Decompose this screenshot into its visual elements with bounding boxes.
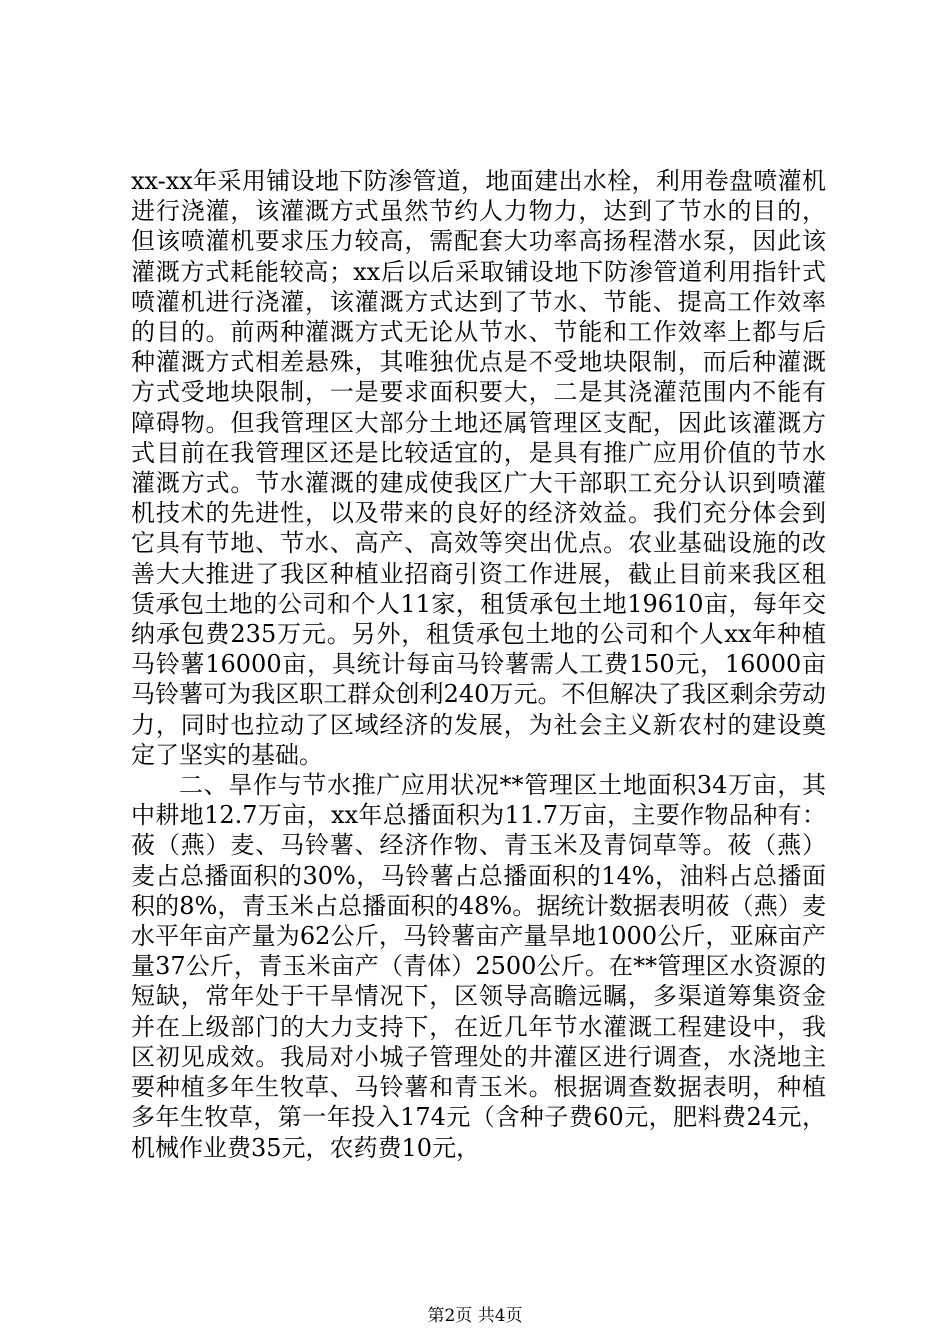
page-footer [0,1301,950,1326]
paragraph-dry-farming-status: 二、旱作与节水推广应用状况**管理区土地面积34万亩，其中耕地12.7万亩，xx年总播面积为11.7万亩，主要作物品种有：莜（燕）麦、马铃薯、经济作物、青玉米及青饲草等。莜（燕）麦占总播面积的30%，马铃薯占总播面积的14%，油料占总播面积的8%，青玉米占总播面积的48%。据统计数据表明莜（燕）麦水平年亩产量为62公斤，马铃薯亩产量旱地1000公斤，亚麻亩产量37公斤，青玉米亩产（青体）2500公斤。在**管理区水资源的短缺，常年处于干旱情况下，区领导高瞻远瞩，多渠道筹集资金并在上级部门的大力支持下，在近几年节水灌溉工程建设中，我区初见成效。我局对小城子管理处的井灌区进行调查，水浇地主要种植多年生牧草、马铃薯和青玉米。根据调查数据表明，种植多年生牧草，第一年投入174元（含种子费60元，肥料费24元，机械作业费35元，农药费10元， [131,771,826,1162]
document-body [131,166,826,1163]
page-number: 第2页 共4页 [427,1306,523,1326]
paragraph-irrigation-methods: xx-xx年采用铺设地下防渗管道，地面建出水栓，利用卷盘喷灌机进行浇灌，该灌溉方式虽然节约人力物力，达到了节水的目的，但该喷灌机要求压力较高，需配套大功率高扬程潜水泵，因此该灌溉方式耗能较高；xx后以后采取铺设地下防渗管道利用指针式喷灌机进行浇灌，该灌溉方式达到了节水、节能、提高工作效率的目的。前两种灌溉方式无论从节水、节能和工作效率上都与后种灌溉方式相差悬殊，其唯独优点是不受地块限制，而后种灌溉方式受地块限制，一是要求面积要大，二是其浇灌范围内不能有障碍物。但我管理区大部分土地还属管理区支配，因此该灌溉方式目前在我管理区还是比较适宜的，是具有推广应用价值的节水灌溉方式。节水灌溉的建成使我区广大干部职工充分认识到喷灌机技术的先进性，以及带来的良好的经济效益。我们充分体会到它具有节地、节水、高产、高效等突出优点。农业基础设施的改善大大推进了我区种植业招商引资工作进展，截止目前来我区租赁承包土地的公司和个人11家，租赁承包土地19610亩，每年交纳承包费235万元。另外，租赁承包土地的公司和个人xx年种植马铃薯16000亩，具统计每亩马铃薯需人工费150元，16000亩马铃薯可为我区职工群众创利240万元。不但解决了我区剩余劳动力，同时也拉动了区域经济的发展，为社会主义新农村的建设奠定了坚实的基础。 [131,167,826,769]
